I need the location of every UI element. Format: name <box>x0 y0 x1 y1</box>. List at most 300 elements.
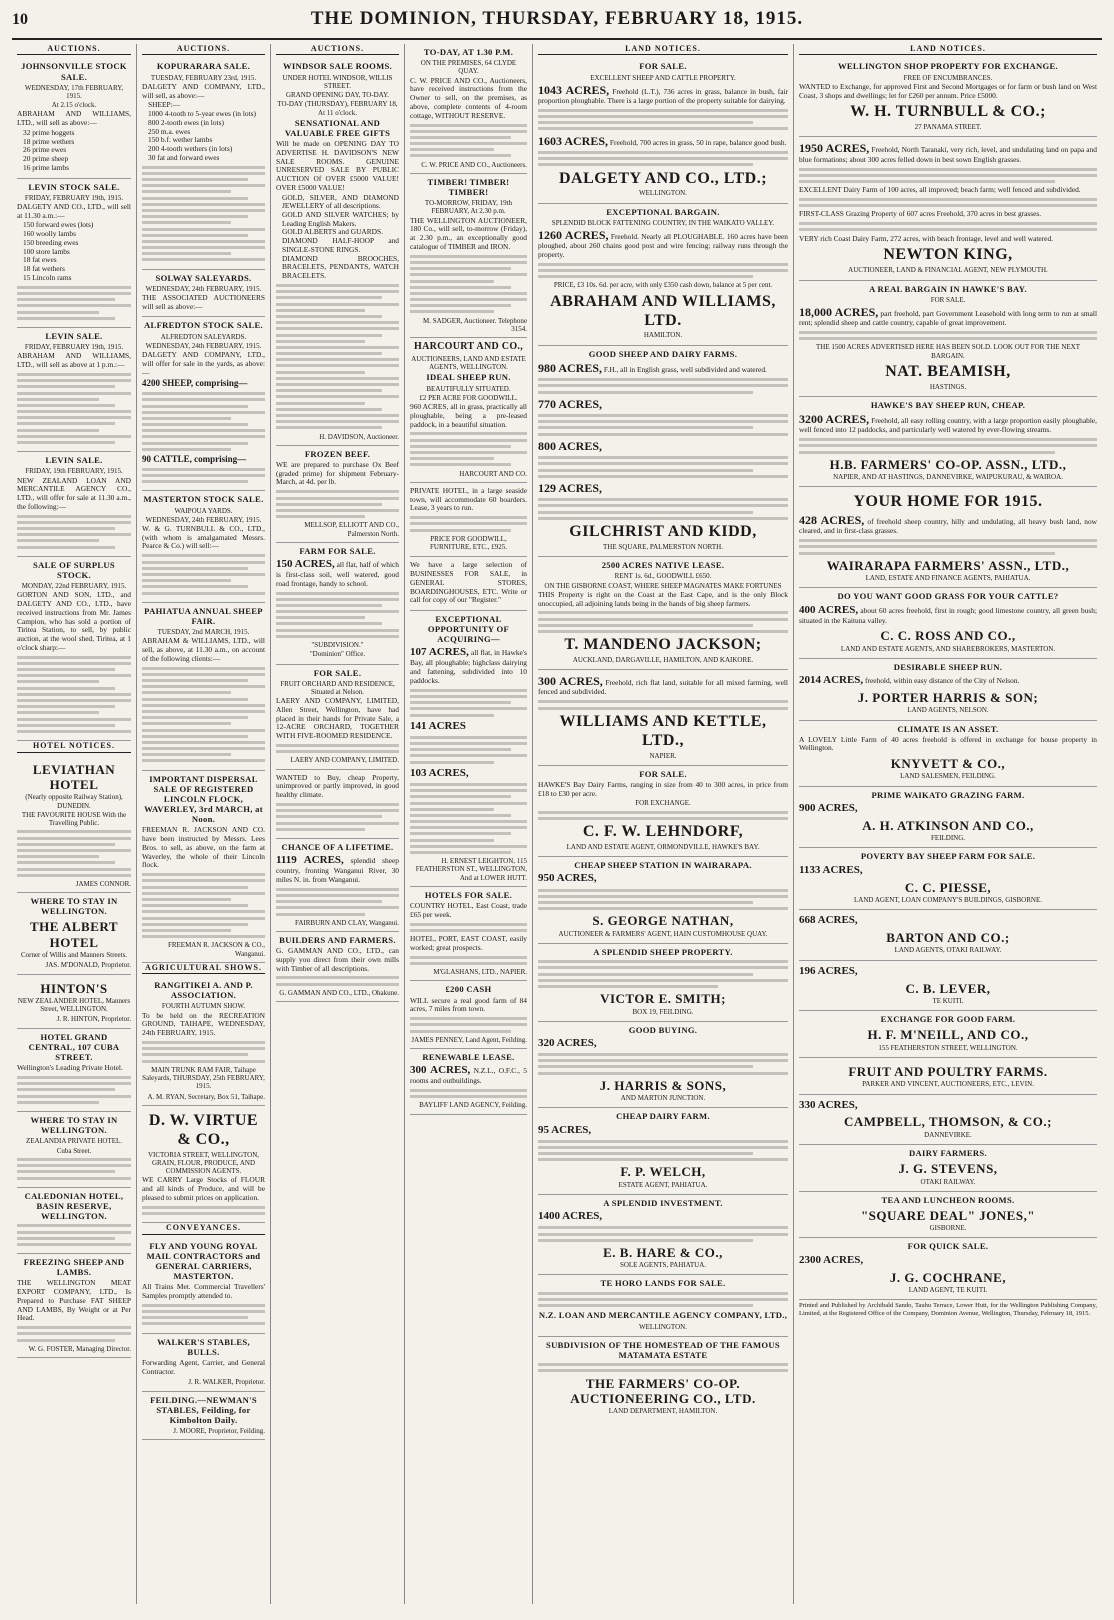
agent-location: LAND AGENTS, NELSON. <box>907 706 989 715</box>
ad-time: At 2.15 o'clock. <box>51 101 97 110</box>
agent-location: THE SQUARE, PALMERSTON NORTH. <box>603 542 723 551</box>
agent-name: C. C. PIESSE, <box>904 879 992 895</box>
ad-subtitle: SPLENDID BLOCK FATTENING COUNTRY, IN THE WAIKATO VALLEY. <box>551 218 775 227</box>
ad-title: FEILDING.—NEWMAN'S STABLES, Feilding, for Kimbolton Daily. <box>150 1394 257 1425</box>
agent-name: DALGETY AND CO., LTD.; <box>558 169 768 187</box>
ad-headline: SENSATIONAL AND VALUABLE FREE GIFTS <box>284 117 391 138</box>
stock-list <box>23 221 131 282</box>
ad-date: TUESDAY, 2nd MARCH, 1915. <box>157 627 250 636</box>
ad-body: VERY rich Coast Dairy Farm, 272 acres, with beach frontage, level and well watered. <box>799 233 1054 243</box>
ad-title: A REAL BARGAIN IN HAWKE'S BAY. <box>869 283 1027 294</box>
ad-subtitle: FRUIT ORCHARD AND RESIDENCE, Situated at Nelson. <box>280 679 395 696</box>
agent-name: WILLIAMS AND KETTLE, LTD., <box>559 712 767 749</box>
list-item: 160 woolly lambs <box>23 229 76 239</box>
hotel-ad <box>17 1029 131 1112</box>
ad-title: TIMBER! TIMBER! TIMBER! <box>427 176 510 198</box>
ad-title: IMPORTANT DISPERSAL SALE OF REGISTERED LINCOLN FLOCK, WAVERLEY, 3rd MARCH, at Noon. <box>144 773 263 825</box>
auction-ad <box>17 179 131 328</box>
agent-location: ESTATE AGENT, PAHIATUA. <box>618 1180 708 1189</box>
agent-name: ABRAHAM AND WILLIAMS, LTD. <box>550 292 776 329</box>
land-ad <box>799 588 1097 658</box>
ad-title: 2500 ACRES NATIVE LEASE. <box>601 560 725 571</box>
auction-ad <box>17 58 131 178</box>
land-ad <box>799 1192 1097 1239</box>
hotel-ad <box>17 1112 131 1188</box>
auction-ad <box>142 58 265 269</box>
ad-signature: M'GLASHANS, LTD., NAPIER. <box>433 968 527 977</box>
columns <box>12 44 1102 1604</box>
ad-title: DESIRABLE SHEEP RUN. <box>893 661 1003 672</box>
agent-location: LAND SALESMEN, FEILDING. <box>900 772 996 781</box>
list-item: SHEEP:— <box>148 100 181 110</box>
ad-body: NEW ZEALAND LOAN AND MERCANTILE AGENCY CO., LTD., will offer for sale at 11.30 a.m., the following:— <box>17 475 131 511</box>
land-ad <box>799 787 1097 849</box>
acreage: 1043 ACRES, <box>538 82 610 97</box>
agent-location: 155 FEATHERSTON STREET, WELLINGTON. <box>878 1043 1018 1052</box>
ad-title: EXCEPTIONAL OPPORTUNITY OF ACQUIRING— <box>427 613 510 645</box>
ad-subtitle: ALFREDTON SALEYARDS. <box>160 332 247 341</box>
ad-title: EXCHANGE FOR GOOD FARM. <box>880 1014 1016 1025</box>
agent-ad <box>410 338 527 483</box>
ad-body: ABRAHAM AND WILLIAMS, LTD., will sell as above at 1 p.m.:— <box>17 351 131 370</box>
acreage: 770 ACRES, <box>538 396 603 411</box>
land-ad <box>799 487 1097 588</box>
ad-signature: JAMES PENNEY, Land Agent, Feilding. <box>411 1035 527 1044</box>
ad-body: GORTON AND SON, LTD., and DALGETY AND CO., LTD., have received instructions from Mr. James Campion, who has sold a portion of Tiritea Station, to sell, by public auction, at the wool shed, Tiritea, at 1 o'clock sharp:— <box>17 590 131 652</box>
land-ad <box>799 58 1097 137</box>
ad-body: ABRAHAM AND WILLIAMS, LTD., will sell as above:— <box>17 109 131 128</box>
company-sub: VICTORIA STREET, WELLINGTON, GRAIN, FLOUR, PRODUCE, AND COMMISSION AGENTS. <box>147 1150 260 1176</box>
ad-body: W. & G. TURNBULL & CO., LTD., (with whom is amalgamated Messrs. Pearce & Co.) will sell:— <box>142 524 265 551</box>
ad-title: A SPLENDID INVESTMENT. <box>603 1198 723 1209</box>
ad-body: splendid sheep country, fronting Wanganui River, 30 miles N. in. from Wanganui. <box>276 856 399 884</box>
ad-title: LEVIN SALE. <box>45 330 103 341</box>
list-item: 150 forward ewes (lots) <box>23 220 94 230</box>
auction-ad <box>142 771 265 963</box>
acreage: 2014 ACRES, <box>799 674 864 686</box>
list-item: 18 fat wethers <box>23 264 65 274</box>
ad-signature: C. W. PRICE AND CO., Auctioneers. <box>421 160 527 169</box>
ad-body: WANTED to Buy, cheap Property, unimproved or partly improved, in good healthy climate. <box>276 772 399 800</box>
section-heading: HOTEL NOTICES. <box>17 741 131 752</box>
ad-date: FRIDAY, FEBRUARY 19th, 1915. <box>24 193 124 202</box>
list-item: 26 prime ewes <box>23 145 67 155</box>
hotel-sub: NEW ZEALANDER HOTEL, Manners Street, WELLINGTON. <box>17 996 131 1014</box>
ad-body: FIRST-CLASS Grazing Property of 607 acres Freehold, 370 acres in best grasses. <box>799 209 1042 219</box>
agent-name: C. F. W. LEHNDORF, <box>582 823 744 841</box>
ad-title: PAHIATUA ANNUAL SHEEP FAIR. <box>144 605 263 626</box>
ad-title: SALE OF SURPLUS STOCK. <box>32 559 116 580</box>
ad-body: about 60 acres freehold, first in rough; good limestone country, all green bush; situated in the Kaituna valley. <box>799 605 1097 625</box>
ad-title: SOLWAY SALEYARDS. <box>155 272 252 283</box>
ad-title: FREEZING SHEEP AND LAMBS. <box>23 1257 125 1278</box>
list-item: GOLD, SILVER, AND DIAMOND JEWELLERY of all descriptions. <box>282 192 399 211</box>
land-ad <box>538 857 788 944</box>
land-ad <box>799 721 1097 787</box>
ad-signature: A. M. RYAN, Secretary, Box 51, Taihape. <box>147 1092 265 1101</box>
agent-location: BOX 19, FEILDING. <box>632 1007 694 1016</box>
ad-date: FRIDAY, 19th FEBRUARY, 1915. <box>25 467 123 476</box>
ad-title: RENEWABLE LEASE. <box>422 1052 515 1063</box>
hotel-name: HOTEL GRAND CENTRAL, 107 CUBA STREET. <box>28 1031 120 1062</box>
hotel-sale-ad <box>410 887 527 981</box>
agent-name: J. G. STEVENS, <box>898 1161 998 1177</box>
land-ad <box>538 204 788 346</box>
hotel-body: Wellington's Leading Private Hotel. <box>17 1063 123 1073</box>
agent-name: S. GEORGE NATHAN, <box>592 913 734 929</box>
ad-body: Freehold. Nearly all PLOUGHABLE. 160 acres have been ploughed, about 260 chains good post and wire fencing; railway runs through the property. <box>538 232 788 259</box>
ad-title: CHANCE OF A LIFETIME. <box>281 841 394 852</box>
column-2 <box>137 44 271 1604</box>
ad-title: DO YOU WANT GOOD GRASS FOR YOUR CATTLE? <box>837 591 1059 602</box>
acreage: 400 ACRES, <box>799 603 859 616</box>
land-ad <box>538 1337 788 1421</box>
ad-title: GOOD BUYING. <box>628 1024 698 1035</box>
land-ad <box>538 670 788 765</box>
auction-ad <box>142 491 265 602</box>
ad-date: TO-DAY (THURSDAY), FEBRUARY 18, At 11 o'clock. <box>277 100 398 117</box>
list-item: 200 4-tooth wethers (in lots) <box>148 143 233 153</box>
ad-title: CHEAP DAIRY FARM. <box>616 1111 710 1122</box>
ad-signature: W. G. FOSTER, Managing Director. <box>28 1344 131 1353</box>
jewellery-list <box>282 194 399 281</box>
agent-location: LAND, ESTATE AND FINANCE AGENTS, PAHIATUA. <box>865 574 1031 583</box>
ad-title: KOPURARARA SALE. <box>156 61 251 72</box>
ad-title: FLY AND YOUNG ROYAL MAIL CONTRACTORS and GENERAL CARRIERS, MASTERTON. <box>146 1240 261 1281</box>
auction-ad <box>17 452 131 557</box>
agent-location: NAPIER. <box>649 751 677 760</box>
agent-location: HAMILTON. <box>643 331 683 340</box>
ad-signature: J. R. WALKER, Proprietor. <box>188 1378 265 1387</box>
list-item: GOLD ALBERTS and GUARDS. <box>282 227 383 237</box>
auction-ad <box>142 270 265 318</box>
ad-body: part freehold, part Government Leasehold with long term to run at small rent; splendid sheep and cattle country, capable of great improvement. <box>799 308 1097 328</box>
ad-date: MONDAY, 22nd FEBRUARY, 1915. <box>21 582 127 591</box>
acreage: 196 ACRES, <box>799 964 858 977</box>
agent-name: HARCOURT AND CO., <box>413 341 524 353</box>
acreage: 141 ACRES <box>410 719 466 732</box>
list-item: 800 2-tooth ewes (in lots) <box>148 117 224 127</box>
ad-title: MASTERTON STOCK SALE. <box>143 494 264 505</box>
ad-date: WEDNESDAY, 24th FEBRUARY, 1915. <box>145 284 262 293</box>
ad-body: A LOVELY Little Farm of 40 acres freehold is offered in exchange for house property in Wellington. <box>799 734 1097 753</box>
column-4 <box>405 44 533 1604</box>
ad-body: of freehold sheep country, hilly and undulating, all heavy bush land, now cleared, and in first-class grasses. <box>799 517 1097 536</box>
land-ad <box>799 1058 1097 1095</box>
ad-subtitle: FREE OF ENCUMBRANCES. <box>903 73 993 82</box>
ad-body: WILL secure a real good farm of 84 acres, 7 miles from town. <box>410 995 527 1014</box>
agent-name: WAIRARAPA FARMERS' ASSN., LTD., <box>826 557 1070 573</box>
list-item: 250 m.a. ewes <box>148 126 191 136</box>
show-ad <box>142 977 265 1106</box>
ad-title: WHERE TO STAY IN WELLINGTON. <box>30 896 118 917</box>
agent-location: HASTINGS. <box>929 382 967 391</box>
ad-subtitle: ON THE GISBORNE COAST, WHERE SHEEP MAGNATES MAKE FORTUNES <box>544 581 782 590</box>
agent-location: SOLE AGENTS, PAHIATUA. <box>619 1261 707 1270</box>
section-heading: AUCTIONS. <box>142 44 265 55</box>
acreage: 428 ACRES, <box>799 513 865 528</box>
agent-name: E. B. HARE & CO., <box>603 1244 723 1260</box>
ad-title: FARM FOR SALE. <box>299 545 376 556</box>
newspaper-title: THE DOMINION, THURSDAY, FEBRUARY 18, 1915. <box>310 8 804 29</box>
auction-ad <box>276 58 399 445</box>
auction-ad <box>142 603 265 771</box>
list-item: 16 prime lambs <box>23 162 69 172</box>
ad-title: CLIMATE IS AN ASSET. <box>897 723 999 734</box>
ad-price: PRICE, £3 10s. 6d. per acre, with only £350 cash down, balance at 5 per cent. <box>553 281 773 290</box>
acreage: 320 ACRES, <box>538 1036 597 1049</box>
agent-sub: AUCTIONEERS, LAND AND ESTATE AGENTS, WELLINGTON. <box>411 354 526 372</box>
list-item: GOLD AND SILVER WATCHES; by Leading English Makers. <box>282 209 399 228</box>
ad-title: TO-DAY, AT 1.30 P.M. <box>423 47 514 57</box>
ad-body: HAWKE'S Bay Dairy Farms, ranging in size from 40 to 300 acres, in price from £18 to £30 per acre. <box>538 779 788 798</box>
ad-title: CHEAP SHEEP STATION IN WAIRARAPA. <box>574 860 752 871</box>
acreage: 300 ACRES, <box>538 674 603 689</box>
ad-subtitle: RENT 1s. 6d., GOODWILL £650. <box>614 572 712 581</box>
agent-location: LAND AND ESTATE AGENT, ORMONDVILLE, HAWKE'S BAY. <box>566 843 760 852</box>
land-ad <box>799 659 1097 721</box>
agent-name: H.B. FARMERS' CO-OP. ASSN., LTD., <box>829 456 1067 472</box>
ad-body: THIS Property is right on the Coast at the East Cape, and is the only Block unoccupied, all adjoining lands being in the hands of big sheep farmers. <box>538 589 788 608</box>
ad-price: PRICE FOR GOODWILL, FURNITURE, ETC., £925. <box>430 534 507 552</box>
ad-subtitle: £2 PER ACRE FOR GOODWILL. <box>419 393 518 402</box>
ad-title: WINDSOR SALE ROOMS. <box>282 61 393 72</box>
ad-body: G. GAMMAN AND CO., LTD., can supply you direct from their own mills with Timber of all descriptions. <box>276 946 399 973</box>
ad-title: JOHNSONVILLE STOCK SALE. <box>21 61 127 82</box>
ad-body: F.H., all in English grass, well subdivided and watered. <box>603 364 767 374</box>
list-item: 18 fat ewes <box>23 255 57 265</box>
agent-location: LAND AGENTS, OTAKI RAILWAY. <box>894 946 1002 955</box>
acreage: 980 ACRES, <box>538 360 603 375</box>
ad-title: ALFREDTON STOCK SALE. <box>144 320 263 331</box>
ad-title: EXCEPTIONAL BARGAIN. <box>606 206 720 217</box>
ad-body: To be held on the RECREATION GROUND, TAIHAPE, WEDNESDAY, 24th FEBRUARY, 1915. <box>142 1010 265 1038</box>
ad-body: THE WELLINGTON AUCTIONEER, 180 Co., will sell, to-morrow (Friday), at 2.30 p.m., an exceptionally good catalogue of TIMBER and IRON. <box>410 215 527 251</box>
land-ad <box>799 910 1097 961</box>
acreage: 103 ACRES, <box>410 766 469 779</box>
acreage: 3200 ACRES, <box>799 412 870 427</box>
farm-ad <box>276 543 399 665</box>
ad-body: Freehold, 700 acres in grass, 50 in rape, balance good bush. <box>609 137 787 147</box>
agent-location: AUCTIONEER, LAND & FINANCIAL AGENT, NEW PLYMOUTH. <box>848 266 1048 275</box>
hotel-name: LEVIATHAN HOTEL <box>32 761 116 792</box>
hotel-sub: Cuba Street. <box>56 1146 92 1155</box>
acreage: 1400 ACRES, <box>538 1210 603 1223</box>
agent-name: F. P. WELCH, <box>620 1164 706 1180</box>
ad-title: GOOD SHEEP AND DAIRY FARMS. <box>588 348 738 359</box>
ad-subtitle: FOR EXCHANGE. <box>635 799 691 808</box>
ad-title: LEVIN STOCK SALE. <box>28 181 120 192</box>
ad-body: Freehold, rich flat land, suitable for all mixed farming, well fenced and subdivided. <box>538 678 788 697</box>
ad-title: WHERE TO STAY IN WELLINGTON. <box>30 1114 118 1136</box>
ad-body: Forwarding Agent, Carrier, and General Contractor. <box>142 1357 265 1376</box>
agent-location: AND MARTON JUNCTION. <box>620 1094 706 1103</box>
agent-name: J. HARRIS & SONS, <box>599 1077 727 1093</box>
farm-ad <box>410 611 527 887</box>
list-item: 15 Lincoln rams <box>23 272 72 282</box>
ad-body: THE ASSOCIATED AUCTIONEERS will sell as above:— <box>142 293 265 311</box>
ad-body: DALGETY AND COMPANY, LTD., will offer for sale in the yards, as above:— <box>142 350 265 377</box>
ad-signature: "Dominion" Office. <box>309 650 366 659</box>
ad-body: We have a large selection of BUSINESSES FOR SALE, in GENERAL STORES, BOARDINGHOUSES, ETC. Write or call for copy of our "Register." <box>410 560 527 605</box>
hotel-ad <box>17 1188 131 1254</box>
acreage: 1133 ACRES, <box>799 863 863 876</box>
ad-title: TEA AND LUNCHEON ROOMS. <box>881 1194 1015 1205</box>
column-1 <box>12 44 137 1604</box>
acreage: 1119 ACRES, <box>276 854 344 867</box>
hotel-tag: THE FAVOURITE HOUSE With the Travelling Public. <box>21 810 127 827</box>
land-ad <box>799 848 1097 910</box>
conveyance-ad <box>142 1392 265 1441</box>
agent-location: WELLINGTON. <box>639 189 687 198</box>
ad-title: SUBDIVISION OF THE HOMESTEAD OF THE FAMOUS MATAMATA ESTATE <box>545 1339 780 1360</box>
ad-body: LAERY AND COMPANY, LIMITED, Allen Street, Wellington, have had placed in their hands for Private Sale, a 12-ACRE ORCHARD, TOGETHER WITH FIVE-ROOMED RESIDENCE. <box>276 696 399 741</box>
ad-body: FREEMAN R. JACKSON AND CO. have been instructed by Messrs. Lees Bros. to sell, as above, on the farm at Waverley, the whole of their Lincoln flock. <box>142 825 265 870</box>
ad-body: DALGETY AND COMPANY, LTD., will sell, as above:— <box>142 81 265 100</box>
agent-name: VICTOR E. SMITH; <box>600 991 726 1007</box>
ad-body: PRIVATE HOTEL, in a large seaside town, will accommodate 60 boarders. Lease, 3 years to run. <box>410 485 527 513</box>
agent-name: J. PORTER HARRIS & SON; <box>857 689 1039 705</box>
land-ad <box>538 1195 788 1275</box>
acreage: 129 ACRES, <box>538 480 603 495</box>
ad-title: LEVIN SALE. <box>45 455 103 466</box>
agent-name: C. B. LEVER, <box>905 980 991 996</box>
ad-body: C. W. PRICE AND CO., Auctioneers, have received instructions from the Owner to sell, on the premises, as above, complete contents of 4-room cottage, WITHOUT RESERVE. <box>410 75 527 120</box>
list-item: DIAMOND HALF-HOOP and SINGLE-STONE RINGS. <box>282 236 399 254</box>
ad-title: FROZEN BEEF. <box>304 448 371 459</box>
ad-date: GRAND OPENING DAY, TO-DAY. <box>285 91 389 100</box>
ad-body: Freehold (L.T.), 736 acres in grass, balance in bush, fair proportion ploughable. There is a large portion of the property suitable for dairying. <box>538 86 788 105</box>
timber-ad <box>276 932 399 1002</box>
agent-name: NEWTON KING, <box>883 246 1013 264</box>
agent-location: OTAKI RAILWAY. <box>920 1177 976 1186</box>
section-heading: AGRICULTURAL SHOWS. <box>142 963 265 974</box>
ad-subtitle: WAIPOUA YARDS. <box>174 506 233 515</box>
ad-title: DAIRY FARMERS. <box>909 1148 987 1159</box>
hotel-proprietor: JAS. M'DONALD, Proprietor. <box>45 961 131 970</box>
company-name: D. W. VIRTUE & CO., <box>148 1111 259 1148</box>
section-heading: LAND NOTICES. <box>538 44 788 55</box>
agent-location: FEILDING. <box>930 834 966 843</box>
wanted-ad <box>276 770 399 839</box>
ad-signature: BAYLIFF LAND AGENCY, Feilding. <box>419 1101 527 1110</box>
hotel-proprietor: JAMES CONNOR. <box>75 879 131 888</box>
hotel-sub: (Nearly opposite Railway Station), DUNEDIN. <box>25 793 123 810</box>
ad-title: HOTELS FOR SALE. <box>424 889 513 900</box>
acreage: 1950 ACRES, <box>799 141 870 156</box>
printer-imprint: Printed and Published by Archibald Sando, Tauhu Terrace, Lower Hutt, for the Wellington Publishing Company, Limited, at the Registered Office of the Company, Dominion Avenue, Wellington, Thursday, February 18, 1915. <box>799 1302 1097 1317</box>
ad-headline: YOUR HOME FOR 1915. <box>853 493 1043 511</box>
agent-name: NAT. BEAMISH, <box>885 362 1011 380</box>
ad-body: DALGETY AND CO., LTD., will sell at 11.30 a.m.:— <box>17 202 131 220</box>
ad-title: WALKER'S STABLES, BULLS. <box>157 1336 250 1357</box>
acreage: 95 ACRES, <box>538 1123 592 1136</box>
ad-subtitle: ON THE PREMISES, 64 CLYDE QUAY. <box>420 59 517 76</box>
acreage: 800 ACRES, <box>538 438 603 453</box>
acreage: 900 ACRES, <box>799 801 858 814</box>
land-ad <box>538 944 788 1022</box>
conveyance-ad <box>142 1334 265 1392</box>
hotel-proprietor: J. R. HINTON, Proprietor. <box>56 1015 131 1024</box>
acreage: 668 ACRES, <box>799 914 858 927</box>
ad-body: WANTED to Exchange, for approved First and Second Mortgages or for farm or bush land on West Coast, 3 shops and dwellings; let for £260 per annum. Price £5000. <box>799 81 1097 100</box>
farm-ad <box>410 981 527 1049</box>
hotel-ad <box>17 756 131 894</box>
ad-subtitle: BEAUTIFULLY SITUATED. <box>426 384 511 393</box>
ad-subtitle: FOURTH AUTUMN SHOW. <box>161 1002 246 1011</box>
agent-name: A. H. ATKINSON AND CO., <box>862 817 1034 833</box>
lease-ad <box>410 1049 527 1115</box>
list-item: 18 prime wethers <box>23 136 75 146</box>
agent-name: H. F. M'NEILL, AND CO., <box>867 1027 1029 1043</box>
agent-name: T. MANDENO JACKSON; <box>564 636 762 654</box>
ad-body: Freehold, North Taranaki, very rich, level, and undulating land on papa and blue formations; about 300 acres felled down in best sown English grasses. <box>799 145 1097 164</box>
ad-subtitle: "SUBDIVISION." <box>311 641 364 650</box>
acreage: 300 ACRES, <box>410 1064 471 1077</box>
ad-date: FRIDAY, FEBRUARY 19th, 1915. <box>24 343 124 352</box>
list-item: 1000 4-tooth to 5-year ewes (in lots) <box>148 109 256 119</box>
auction-ad <box>410 44 527 174</box>
ad-title: RANGITIKEI A. AND P. ASSOCIATION. <box>154 980 253 1001</box>
column-6 <box>794 44 1102 1604</box>
ad-signature: FREEMAN R. JACKSON & CO., Wanganui. <box>167 941 265 958</box>
ad-body: All Trains Met. Commercial Travellers' Samples promptly attended to. <box>142 1282 265 1300</box>
list-item: 150 breeding ewes <box>23 237 79 247</box>
ad-title: FOR QUICK SALE. <box>907 1241 989 1252</box>
company-ad <box>142 1106 265 1223</box>
agent-name: BARTON AND CO.; <box>886 930 1010 946</box>
land-ad <box>799 137 1097 280</box>
freezing-ad <box>17 1254 131 1358</box>
hotel-sub: Corner of Willis and Manners Streets. <box>20 951 128 960</box>
ad-body: N.Z.L., O.F.C., 5 rooms and outbuildings. <box>410 1066 527 1086</box>
ad-signature: H. ERNEST LEIGHTON, 115 FEATHERSTON ST., WELLINGTON, And at LOWER HUTT. <box>415 857 527 882</box>
ad-date: TO-MORROW, FRIDAY, 19th FEBRUARY, At 2.30 p.m. <box>424 199 513 216</box>
hotel-name: THE ALBERT HOTEL <box>30 919 118 950</box>
ad-signature: LAERY AND COMPANY, LIMITED. <box>290 756 399 765</box>
ad-signature: G. GAMMAN AND CO., LTD., Ohakune. <box>279 988 399 997</box>
ad-headline: FRUIT AND POULTRY FARMS. <box>848 1063 1048 1079</box>
land-ad <box>799 1145 1097 1192</box>
ad-body: COUNTRY HOTEL, East Coast, trade £65 per week. <box>410 901 527 919</box>
ad-signature: MELLSOP, ELLIOTT AND CO., Palmerston North. <box>304 521 399 538</box>
list-item: DIAMOND BROOCHES, BRACELETS, PENDANTS, WATCH BRACELETS. <box>282 253 399 281</box>
hotel-name: ZEALANDIA PRIVATE HOTEL. <box>25 1137 123 1146</box>
section-heading: LAND NOTICES. <box>799 44 1097 55</box>
page-number: 10 <box>12 11 28 28</box>
land-ad <box>538 1022 788 1109</box>
acreage: 150 ACRES, <box>276 557 335 570</box>
ad-date: WEDNESDAY, 24th FEBRUARY, 1915. <box>145 515 262 524</box>
ad-body: Freehold, all easy rolling country, with a large proportion easily ploughable, well fenced into 12 paddocks, and particularly well watered by ever-flowing streams. <box>799 416 1097 435</box>
auction-ad <box>142 317 265 491</box>
land-ad <box>538 346 788 557</box>
ad-title: A SPLENDID SHEEP PROPERTY. <box>593 946 733 957</box>
agent-location: WELLINGTON. <box>639 1322 687 1331</box>
agent-location: LAND DEPARTMENT, HAMILTON. <box>608 1407 718 1416</box>
masthead <box>12 8 1102 40</box>
agent-name: GILCHRIST AND KIDD, <box>569 523 757 541</box>
ad-subtitle: UNDER HOTEL WINDSOR, WILLIS STREET. <box>282 73 393 90</box>
acreage: 330 ACRES, <box>799 1098 858 1111</box>
ad-signature: HARCOURT AND CO. <box>459 469 527 478</box>
ad-title: FOR SALE. <box>639 61 687 72</box>
column-3 <box>271 44 405 1604</box>
ad-subtitle: FOR SALE. <box>930 295 966 304</box>
ad-date: TUESDAY, FEBRUARY 23rd, 1915. <box>150 73 257 82</box>
orchard-ad <box>276 665 399 770</box>
acreage: 18,000 ACRES, <box>799 304 879 319</box>
